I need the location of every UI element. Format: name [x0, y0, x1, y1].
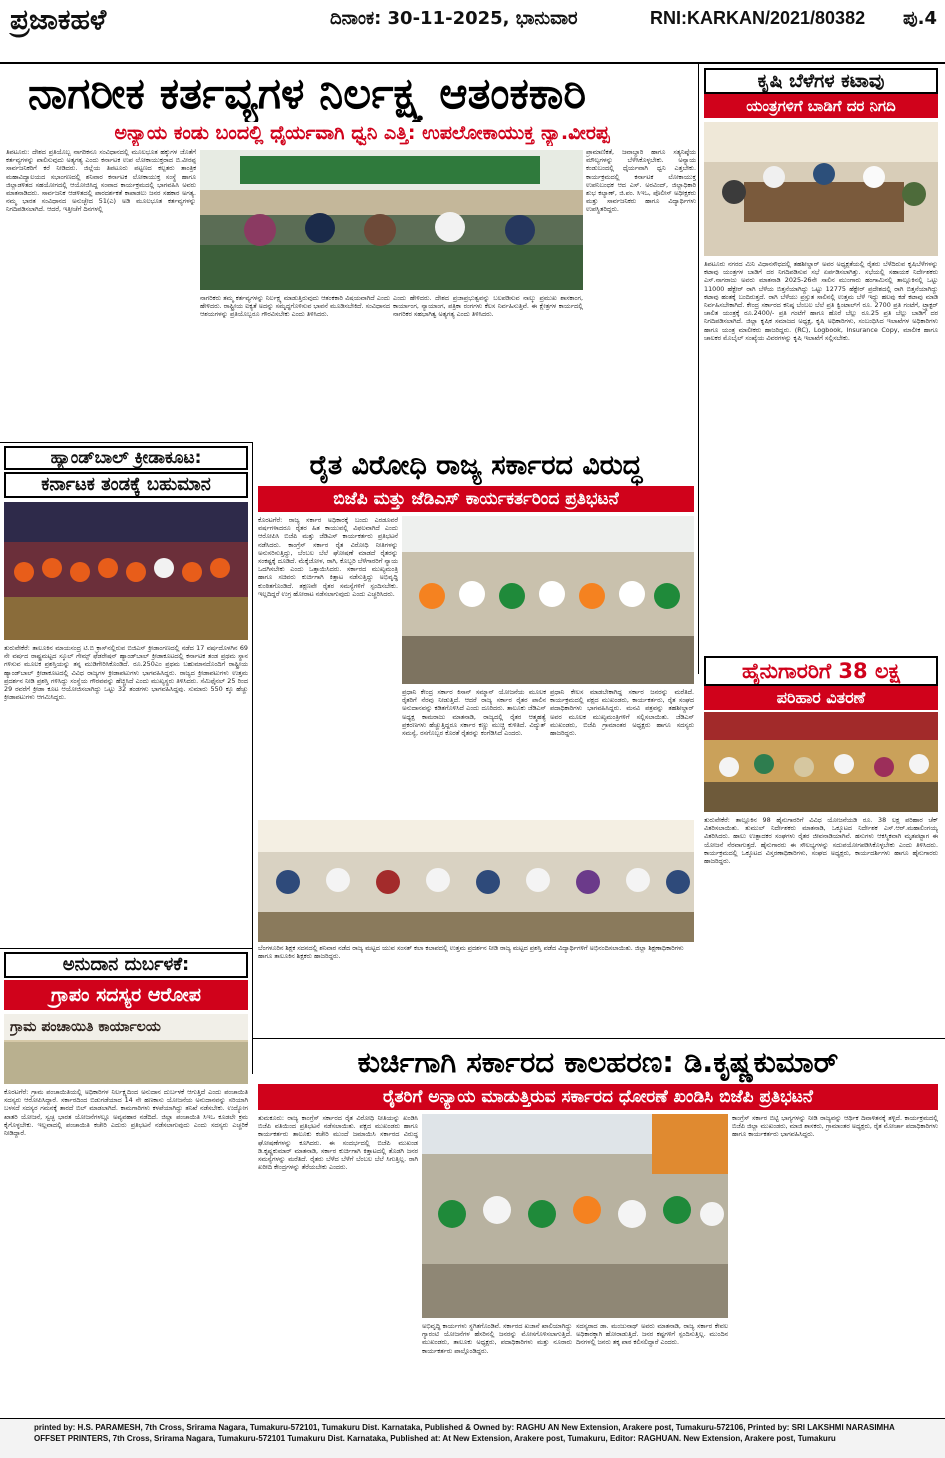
story4-col3: ಪ್ರಧಾನಿ ಕೇಲಸ ಮಾಡಬೇಕಾಗಿದ್ದ ಸರ್ಕಾರ ಜನರನ್ನು ಮರೆತಿದೆ. ಕಾರ್ಯಕ್ರಮದಲ್ಲಿ ಪಕ್ಷದ ಮುಖಂಡರು, ಕಾರ್ಯಕರ್ತರು, ರೈತ ಸಂಘದ ಪದಾಧಿಕಾರಿಗಳು ಭಾಗವಹಿಸಿದ್ದರು. ಮನವಿ ಪತ್ರವನ್ನು ತಹಶೀಲ್ದಾರ್ ಅವರ ಮೂಲಕ ಮುಖ್ಯಮಂತ್ರಿಗಳಿಗೆ ಸಲ್ಲಿಸಲಾಯಿತು. ಜೆಡಿಎಸ್ ಮುಖಂಡರು, ಬಿಜೆಪಿ ಗ್ರಾಮಾಂತರ ಅಧ್ಯಕ್ಷರು ಹಾಗೂ ಸದಸ್ಯರು ಹಾಜರಿದ್ದರು.	[550, 688, 694, 738]
imprint-line-2: OFFSET PRINTERS, 7th Cross, Srirama Nagara, Tumakuru-572101 Tumakuru Dist. Karnataka, Published at: At New Extension, Arakere post, Tumakuru, Editor: RAGHUAN. New Extension, Arakere post, Tumakuru	[34, 1434, 836, 1443]
story2-photo	[704, 122, 938, 256]
story5-headline: ಹೈನುಗಾರರಿಗೆ 38 ಲಕ್ಷ	[704, 656, 938, 686]
panchayat-sign: ಗ್ರಾಮ ಪಂಚಾಯಿತಿ ಕಾರ್ಯಾಲಯ	[10, 1019, 161, 1035]
section-rule	[252, 1038, 945, 1039]
story6-headline: ಅನುದಾನ ದುರ್ಬಳಕೆ:	[4, 952, 248, 978]
story7-col1: ತುಮಕೂರು: ರಾಜ್ಯ ಕಾಂಗ್ರೆಸ್ ಸರ್ಕಾರದ ರೈತ ವಿರೋಧಿ ನೀತಿಯನ್ನು ಖಂಡಿಸಿ ಬಿಜೆಪಿ ವತಿಯಿಂದ ಪ್ರತಿಭಟನೆ ನಡೆಸಲಾಯಿತು. ಪಕ್ಷದ ಮುಖಂಡರು ಹಾಗೂ ಕಾರ್ಯಕರ್ತರು ತಾಲೂಕು ಕಚೇರಿ ಮುಂದೆ ಜಮಾಯಿಸಿ ಸರ್ಕಾರದ ವಿರುದ್ಧ ಘೋಷಣೆಗಳನ್ನು ಕೂಗಿದರು. ಈ ಸಂದರ್ಭದಲ್ಲಿ ಬಿಜೆಪಿ ಮುಖಂಡ ಡಿ.ಕೃಷ್ಣಕುಮಾರ್ ಮಾತನಾಡಿ, ಸರ್ಕಾರ ಕುರ್ಚಿಗಾಗಿ ಕಿತ್ತಾಟದಲ್ಲಿ ತೊಡಗಿ ಜನರ ಸಮಸ್ಯೆಗಳನ್ನು ಮರೆತಿದೆ. ರೈತರು ಬೆಳೆದ ಬೆಳೆಗೆ ಬೆಂಬಲ ಬೆಲೆ ಸಿಗುತ್ತಿಲ್ಲ. ರಾಗಿ ಖರೀದಿ ಕೇಂದ್ರಗಳನ್ನು ತೆರೆಯಬೇಕು ಎಂದರು.	[258, 1114, 418, 1172]
story5-body: ತುರುವೇಕೆರೆ: ತಾಲ್ಲೂಕಿನ 98 ಹೈನುಗಾರರಿಗೆ ವಿವಿಧ ಯೋಜನೆಯಡಿ ರೂ. 38 ಲಕ್ಷ ಪರಿಹಾರ ಚೆಕ್ ವಿತರಿಸಲಾಯಿತು. ತುಮುಲ್ ನಿರ್ದೇಶಕರು ಮಾತನಾಡಿ, ಒಕ್ಕೂಟದ ನಿರ್ದೇಶಕ ಎಸ್.ಆರ್.ಮಹಾಲಿಂಗಯ್ಯ ವಿತರಿಸಿದರು. ಹಾಲು ಉತ್ಪಾದಕರ ಸಂಘಗಳು ರೈತರ ಜೀವನಾಡಿಯಾಗಿವೆ. ಹಸುಗಳು ಆಕಸ್ಮಿಕವಾಗಿ ಮೃತಪಟ್ಟಾಗ ಈ ಯೋಜನೆ ನೆರವಾಗುತ್ತದೆ. ಹೈನುಗಾರರು ಈ ಸೌಲಭ್ಯಗಳನ್ನು ಸದುಪಯೋಗಪಡಿಸಿಕೊಳ್ಳಬೇಕು ಎಂದು ತಿಳಿಸಿದರು. ಕಾರ್ಯಕ್ರಮದಲ್ಲಿ ಒಕ್ಕೂಟದ ವಿಸ್ತರಣಾಧಿಕಾರಿಗಳು, ಸಂಘದ ಅಧ್ಯಕ್ಷರು, ಕಾರ್ಯದರ್ಶಿಗಳು ಹಾಗೂ ಹೈನುಗಾರರು ಹಾಜರಿದ್ದರು.	[704, 816, 938, 866]
imprint-footer	[0, 1418, 945, 1458]
story4-col1: ಕೊರಟಗೆರೆ: ರಾಜ್ಯ ಸರ್ಕಾರ ಅಧಿಕಾರಕ್ಕೆ ಬಂದು ಎರಡೂವರೆ ವರ್ಷಗಳಾದರೂ ರೈತರ ಹಿತ ಕಾಯುವಲ್ಲಿ ವಿಫಲವಾಗಿದೆ ಎಂದು ಆರೋಪಿಸಿ ಬಿಜೆಪಿ ಮತ್ತು ಜೆಡಿಎಸ್ ಕಾರ್ಯಕರ್ತರು ಪ್ರತಿಭಟನೆ ನಡೆಸಿದರು. ಕಾಂಗ್ರೆಸ್ ಸರ್ಕಾರ ರೈತ ವಿರೋಧಿ ನೀತಿಗಳನ್ನು ಅನುಸರಿಸುತ್ತಿದ್ದು, ಬೆಂಬಲ ಬೆಲೆ ಘೋಷಣೆ ಮಾಡದೆ ರೈತರನ್ನು ಸಂಕಷ್ಟಕ್ಕೆ ದೂಡಿದೆ. ಮೆಕ್ಕೆಜೋಳ, ರಾಗಿ, ಕೊಬ್ಬರಿ ಬೆಳೆಗಾರರಿಗೆ ನ್ಯಾಯ ಒದಗಿಸಬೇಕು ಎಂದು ಒತ್ತಾಯಿಸಿದರು. ಸರ್ಕಾರದ ಮುಖ್ಯಮಂತ್ರಿ ಹಾಗೂ ಸಚಿವರು ಕುರ್ಚಿಗಾಗಿ ಕಿತ್ತಾಟ ನಡೆಸುತ್ತಿದ್ದು ಅಭಿವೃದ್ಧಿ ಕುಂಠಿತಗೊಂಡಿದೆ. ತಕ್ಷಣವೇ ರೈತರ ಸಮಸ್ಯೆಗಳಿಗೆ ಸ್ಪಂದಿಸಬೇಕು. ಇಲ್ಲದಿದ್ದರೆ ಉಗ್ರ ಹೋರಾಟ ನಡೆಸಲಾಗುವುದು ಎಂದು ಎಚ್ಚರಿಸಿದರು.	[258, 516, 398, 598]
page-number: ಪು.4	[902, 8, 937, 29]
story1-col3: ಎಂದು ಹೇಳಿದರು. ದೇಶದ ಪ್ರಜಾಪ್ರಭುತ್ವವನ್ನು ಬಲಪಡಿಸುವ ನಾಲ್ಕು ಪ್ರಮುಖ ಶಾಸಕಾಂಗ, ಕಾರ್ಯಾಂಗ, ನ್ಯಾಯಾಂಗ, ಪತ್ರಿಕಾ ರಂಗಗಳು ಕೆಲಸ ನಿರ್ವಹಿಸುತ್ತಿವೆ. ಈ ಕ್ಷೇತ್ರಗಳ ಕಾರ್ಯದಲ್ಲಿ ನಾಗರಿಕರ ಸಹಭಾಗಿತ್ವ ಅತ್ಯಗತ್ಯ ಎಂದು ತಿಳಿಸಿದರು.	[393, 294, 583, 319]
issue-date: ದಿನಾಂಕ: 30-11-2025, ಭಾನುವಾರ	[330, 8, 578, 29]
story2-body: ತಿಪಟೂರು ನಗರದ ಮಿನಿ ವಿಧಾನಸೌಧದಲ್ಲಿ ತಹಶೀಲ್ದಾರ್ ಅವರ ಅಧ್ಯಕ್ಷತೆಯಲ್ಲಿ ರೈತರು ಬೆಳೆದಿರುವ ಕೃಷಿಬೆಳೆಗಳನ್ನು ಕಟಾವು ಯಂತ್ರಗಳ ಬಾಡಿಗೆ ದರ ನಿಗದಿಪಡಿಸುವ ಸಭೆ ಏರ್ಪಡಿಸಲಾಗಿತ್ತು. ಸಭೆಯಲ್ಲಿ ಸಹಾಯಕ ನಿರ್ದೇಶಕರು ಎಸ್.ನಾಗರಾಜು ಅವರು ಮಾತನಾಡಿ 2025-26ನೇ ಸಾಲಿನ ಮುಂಗಾರು ಹಂಗಾಮಿನಲ್ಲಿ ತಾಲ್ಲೂಕಿನಲ್ಲಿ ಒಟ್ಟು 11000 ಹೆಕ್ಟೇರ್ ರಾಗಿ ಬೆಳೆಯ ಬಿತ್ತನೆಯಾಗಿದ್ದು ಒಟ್ಟು 12775 ಹೆಕ್ಟೇರ್ ಪ್ರದೇಶದಲ್ಲಿ ರಾಗಿ ಬಿತ್ತನೆಯಾಗಿದ್ದು ಕಟಾವು ಹಂತಕ್ಕೆ ಬಂದಿರುತ್ತದೆ. ರಾಗಿ ಬೆಳೆಯು ಪ್ರಸ್ತುತ ಸಾಲಿನಲ್ಲಿ ಉತ್ತಮ ಬೆಳೆ ಇದ್ದು ಹಲವು ಕಡೆ ಕಟಾವು ಮಾಡಿ ನಿರ್ವಹಿಸಬೇಕಾಗಿದೆ. ಕೇಂದ್ರ ಸರ್ಕಾರದ ಕನಿಷ್ಠ ಬೆಂಬಲ ಬೆಲೆ ಪ್ರತಿ ಕ್ವಿಂಟಾಲ್‌ಗೆ ರೂ. 2700 ಪ್ರತಿ ಗಂಟೆಗೆ, ಟ್ರ್ಯಾಕ್ಟರ್ ಚಾಲಿತ ಯಂತ್ರಕ್ಕೆ ರೂ.2400/- ಪ್ರತಿ ಗಂಟೆಗೆ ಹಾಗೂ ಹೊರೆ ಬೆಲ್ಲು ರೂ.25 ಪ್ರತಿ ಬೆಲ್ಲು ಬಾಡಿಗೆ ದರ ನಿಗದಿಪಡಿಸಲಾಗಿದೆ. ಜಿಲ್ಲಾ ಕೃಷಿಕ ಸಮಾಜದ ಅಧ್ಯಕ್ಷ, ಕೃಷಿ ಅಧಿಕಾರಿಗಳು, ಸಂಬಂಧಿಸಿದ ಇಲಾಖೆಗಳ ಅಧಿಕಾರಿಗಳು ಹಾಗೂ ಯಂತ್ರ ಮಾಲೀಕರು ಹಾಜರಿದ್ದರು. (RC), Logbook, Insurance Copy, ಮಾಲೀಕ ಹಾಗೂ ಚಾಲಕರ ಮೊಬೈಲ್ ಸಂಖ್ಯೆಯ ವಿವರಗಳನ್ನು ಕೃಷಿ ಇಲಾಖೆಗೆ ಸಲ್ಲಿಸಬೇಕು.	[704, 260, 938, 342]
story7-col4: ಕಾಂಗ್ರೆಸ್ ಸರ್ಕಾರ ಬಿಟ್ಟಿ ಭಾಗ್ಯಗಳನ್ನು ನೀಡಿ ರಾಜ್ಯವನ್ನು ಆರ್ಥಿಕ ದಿವಾಳಿತನಕ್ಕೆ ತಳ್ಳಿದೆ. ಕಾರ್ಯಕ್ರಮದಲ್ಲಿ ಬಿಜೆಪಿ ಜಿಲ್ಲಾ ಮುಖಂಡರು, ಮಾಜಿ ಶಾಸಕರು, ಗ್ರಾಮಾಂತರ ಅಧ್ಯಕ್ಷರು, ರೈತ ಮೋರ್ಚಾ ಪದಾಧಿಕಾರಿಗಳು ಹಾಗೂ ಕಾರ್ಯಕರ್ತರು ಭಾಗವಹಿಸಿದ್ದರು.	[732, 1114, 938, 1139]
story7-col2: ಅಭಿವೃದ್ಧಿ ಕಾರ್ಯಗಳು ಸ್ಥಗಿತಗೊಂಡಿವೆ. ಸರ್ಕಾರದ ಖಜಾನೆ ಖಾಲಿಯಾಗಿದ್ದು ಗ್ಯಾರಂಟಿ ಯೋಜನೆಗಳ ಹೆಸರಿನಲ್ಲಿ ಜನರನ್ನು ಮೋಸಗೊಳಿಸಲಾಗುತ್ತಿದೆ. ಮುಖಂಡರು, ತಾಲೂಕು ಅಧ್ಯಕ್ಷರು, ಪದಾಧಿಕಾರಿಗಳು ಮತ್ತು ನೂರಾರು ಕಾರ್ಯಕರ್ತರು ಪಾಲ್ಗೊಂಡಿದ್ದರು.	[422, 1322, 572, 1355]
story1-headline: ನಾಗರೀಕ ಕರ್ತವ್ಯಗಳ ನಿರ್ಲಕ್ಷ್ಯ ಆತಂಕಕಾರಿ	[28, 69, 587, 119]
story1-col2: ನಾಗರಿಕರು ತಮ್ಮ ಕರ್ತವ್ಯಗಳನ್ನು ನಿರ್ಲಕ್ಷ್ಯ ಮಾಡುತ್ತಿರುವುದು ಆತಂಕಕಾರಿ ವಿಷಯವಾಗಿದೆ ಎಂದು ಹೇಳಿದರು. ರಾಷ್ಟ್ರೀಯ ಐಕ್ಯತೆ ಅದನ್ನು ಸಮೃದ್ಧಗೊಳಿಸುವ ಭಾವನೆ ಮೂಡಿಸಬೇಕಿದೆ. ಸಂವಿಧಾನದ ಆಶಯಗಳನ್ನು ಪ್ರತಿಯೊಬ್ಬರೂ ಗೌರವಿಸಬೇಕು ಎಂದು ತಿಳಿಸಿದರು.	[200, 294, 390, 319]
section-rule	[0, 948, 252, 949]
story3-photo	[4, 502, 248, 640]
story2-headline: ಕೃಷಿ ಬೆಳೆಗಳ ಕಟಾವು	[704, 68, 938, 94]
story6-body: ಕೊರಟಗೆರೆ: ಗ್ರಾಮ ಪಂಚಾಯಿತಿಯಲ್ಲಿ ಅಧಿಕಾರಿಗಳ ನಿರ್ಲಕ್ಷ್ಯದಿಂದ ಅನುದಾನ ದುರ್ಬಳಕೆ ಆಗುತ್ತಿದೆ ಎಂದು ಪಂಚಾಯಿತಿ ಸದಸ್ಯರು ಆರೋಪಿಸಿದ್ದಾರೆ. ಸರ್ಕಾರದಿಂದ ಬಿಡುಗಡೆಯಾದ 14 ನೇ ಹಣಕಾಸು ಯೋಜನೆಯ ಅನುದಾನವನ್ನು ಸರಿಯಾಗಿ ಬಳಸದೆ ಸದಸ್ಯರ ಗಮನಕ್ಕೆ ತಾರದೆ ಬಿಲ್ ಮಾಡಲಾಗಿದೆ. ಕಾಮಗಾರಿಗಳು ಕಳಪೆಯಾಗಿದ್ದು ತನಿಖೆ ನಡೆಸಬೇಕು. ಉದ್ಯೋಗ ಖಾತರಿ ಯೋಜನೆ, ಸ್ವಚ್ಛ ಭಾರತ ಯೋಜನೆಗಳಲ್ಲೂ ಅವ್ಯವಹಾರ ನಡೆದಿದೆ. ಜಿಲ್ಲಾ ಪಂಚಾಯಿತಿ ಸಿಇಒ ಕೂಡಲೇ ಕ್ರಮ ಕೈಗೊಳ್ಳಬೇಕು. ಇಲ್ಲವಾದಲ್ಲಿ ಪಂಚಾಯಿತಿ ಕಚೇರಿ ಎದುರು ಪ್ರತಿಭಟನೆ ನಡೆಸಲಾಗುವುದು ಎಂದು ಸದಸ್ಯರು ಎಚ್ಚರಿಕೆ ನೀಡಿದ್ದಾರೆ.	[4, 1088, 248, 1138]
story4-headline: ರೈತ ವಿರೋಧಿ ರಾಜ್ಯ ಸರ್ಕಾರದ ವಿರುದ್ಧ	[309, 450, 643, 481]
story5-subhead: ಪರಿಹಾರ ವಿತರಣೆ	[704, 686, 938, 710]
story7-subhead: ರೈತರಿಗೆ ಅನ್ಯಾಯ ಮಾಡುತ್ತಿರುವ ಸರ್ಕಾರದ ಧೋರಣೆ ಖಂಡಿಸಿ ಬಿಜೆಪಿ ಪ್ರತಿಭಟನೆ	[258, 1084, 938, 1110]
story6-subhead: ಗ್ರಾಪಂ ಸದಸ್ಯರ ಆರೋಪ	[4, 980, 248, 1010]
story3-body: ತುರುವೇಕೆರೆ: ತಾಲೂಕಿನ ಮಾಯಸಂದ್ರ ಟಿ.ಬಿ ಕ್ರಾಸ್‌ನಲ್ಲಿರುವ ಬಿಜಿಎಸ್ ಕ್ರೀಡಾಂಗಣದಲ್ಲಿ ನಡೆದ 17 ವರ್ಷದೊಳಗಿನ 69 ನೇ ವರ್ಷದ ರಾಷ್ಟ್ರಮಟ್ಟದ ಸ್ಕೂಲ್ ಗೇಮ್ಸ್ ಫೆಡರೇಷನ್ ಹ್ಯಾಂಡ್‌ಬಾಲ್ ಕ್ರೀಡಾಕೂಟದಲ್ಲಿ ಕರ್ನಾಟಕ ತಂಡ ಪ್ರಥಮ ಸ್ಥಾನ ಗಳಿಸುವ ಮೂಲಕ ಪ್ರಶಸ್ತಿಯನ್ನು ತನ್ನ ಮುಡಿಗೇರಿಸಿಕೊಂಡಿದೆ. ರೂ.250ಎಂ ಪ್ರಥಮ ಬಹುಮಾನದೊಂದಿಗೆ ರಾಷ್ಟ್ರೀಯ ಹ್ಯಾಂಡ್‌ಬಾಲ್ ಕ್ರೀಡಾಕೂಟದಲ್ಲಿ ವಿವಿಧ ರಾಜ್ಯಗಳ ಕ್ರೀಡಾಪಟುಗಳು ಭಾಗವಹಿಸಿದ್ದರು. ರಾಜ್ಯದ ಕ್ರೀಡಾಪಟುಗಳು ಉತ್ತಮ ಪ್ರದರ್ಶನ ನೀಡಿ ಪ್ರಶಸ್ತಿ ಗಳಿಸಿದ್ದು ಸಂಸ್ಥೆಯ ಗೌರವವನ್ನು ಹೆಚ್ಚಿಸಿದೆ ಎಂದು ಮುಖ್ಯಸ್ಥರು ತಿಳಿಸಿದರು. ಸೆಮಿಫೈನಲ್ 25 ರಿಂದ 29 ರವರೆಗೆ ಕ್ರೀಡಾ ಕೂಟ ಆಯೋಜಿಸಲಾಗಿದ್ದು ಒಟ್ಟು 32 ತಂಡಗಳು ಭಾಗವಹಿಸಿದ್ದವು. ಸುಮಾರು 550 ಕ್ಕೂ ಹೆಚ್ಚು ಕ್ರೀಡಾಪಟುಗಳು ಆಗಮಿಸಿದ್ದರು.	[4, 644, 248, 702]
paper-name: ಪ್ರಜಾಕಹಳೆ	[10, 3, 107, 36]
story4-caption: ಬೆಂಗಳೂರಿನ ಶಿಕ್ಷಕ ಸದನದಲ್ಲಿ ಶನಿವಾರ ನಡೆದ ರಾಜ್ಯ ಮಟ್ಟದ ಯುವ ಸಂಸತ್ ಕಲಾ ಕಲಾಪದಲ್ಲಿ ಉತ್ತಮ ಪ್ರದರ್ಶನ ನೀಡಿ ರಾಜ್ಯ ಮಟ್ಟದ ಪ್ರಶಸ್ತಿ ಪಡೆದ ವಿದ್ಯಾರ್ಥಿಗಳಿಗೆ ಅಭಿನಂದಿಸಲಾಯಿತು. ಜಿಲ್ಲಾ ಶಿಕ್ಷಣಾಧಿಕಾರಿಗಳು ಹಾಗೂ ತಾಲೂಕಿನ ಶಿಕ್ಷಕರು ಹಾಜರಿದ್ದರು.	[258, 944, 684, 961]
story1-subhead: ಅನ್ಯಾಯ ಕಂಡು ಬಂದಲ್ಲಿ ಧೈರ್ಯವಾಗಿ ಧ್ವನಿ ಎತ್ತಿ: ಉಪಲೋಕಾಯುಕ್ತ ನ್ಯಾ.ವೀರಪ್ಪ	[114, 122, 610, 144]
story4-bottom-photo	[258, 820, 694, 942]
masthead	[0, 0, 945, 64]
story1-photo	[200, 150, 583, 290]
story3-headline: ಹ್ಯಾಂಡ್‌ಬಾಲ್ ಕ್ರೀಡಾಕೂಟ:	[4, 446, 248, 470]
story4-subhead: ಬಿಜೆಪಿ ಮತ್ತು ಜೆಡಿಎಸ್ ಕಾರ್ಯಕರ್ತರಿಂದ ಪ್ರತಿಭಟನೆ	[258, 486, 694, 512]
column-rule	[698, 64, 699, 674]
story7-photo	[422, 1114, 728, 1318]
story1-col4: ಪ್ರಾಮಾಣಿಕತೆ, ಜವಾಬ್ದಾರಿ ಹಾಗೂ ಸತ್ಯನಿಷ್ಠೆಯ ಮೌಲ್ಯಗಳನ್ನು ಬೆಳೆಸಿಕೊಳ್ಳಬೇಕು. ಅನ್ಯಾಯ ಕಂಡುಬಂದಲ್ಲಿ ಧೈರ್ಯವಾಗಿ ಧ್ವನಿ ಎತ್ತಬೇಕು. ಕಾರ್ಯಕ್ರಮದಲ್ಲಿ ಕರ್ನಾಟಕ ಲೋಕಾಯುಕ್ತ ಉಪನಿಬಂಧಕ ಆದ ಎಸ್. ಅರವಿಂದ್, ಜಿಲ್ಲಾಧಿಕಾರಿ ಶುಭ ಕಲ್ಯಾಣ್, ಜಿ.ಪಂ. ಸಿಇಒ, ಪೊಲೀಸ್ ಅಧೀಕ್ಷಕರು ಮತ್ತು ಸಾರ್ವಜನಿಕರು ಹಾಗೂ ವಿದ್ಯಾರ್ಥಿಗಳು ಉಪಸ್ಥಿತರಿದ್ದರು.	[586, 148, 696, 214]
column-rule	[252, 442, 253, 1074]
story7-headline: ಕುರ್ಚಿಗಾಗಿ ಸರ್ಕಾರದ ಕಾಲಹರಣ: ಡಿ.ಕೃಷ್ಣಕುಮಾರ್	[357, 1045, 839, 1079]
rni-number: RNI:KARKAN/2021/80382	[650, 8, 866, 28]
story7-col3: ಸದಸ್ಯರಾದ ಡಾ. ಮಂಜುನಾಥ್ ಅವರು ಮಾತನಾಡಿ, ರಾಜ್ಯ ಸರ್ಕಾರ ಕೇವಲ ಅಧಿಕಾರಕ್ಕಾಗಿ ಹೋರಾಡುತ್ತಿದೆ. ಜನರ ಕಷ್ಟಗಳಿಗೆ ಸ್ಪಂದಿಸುತ್ತಿಲ್ಲ. ಮುಂದಿನ ದಿನಗಳಲ್ಲಿ ಜನರು ತಕ್ಕ ಪಾಠ ಕಲಿಸಲಿದ್ದಾರೆ ಎಂದರು.	[576, 1322, 728, 1347]
story3-subhead: ಕರ್ನಾಟಕ ತಂಡಕ್ಕೆ ಬಹುಮಾನ	[4, 472, 248, 498]
story4-col2: ಪ್ರಧಾನಿ ಕೇಂದ್ರ ಸರ್ಕಾರ ಕಿಸಾನ್ ಸಮ್ಮಾನ್ ಯೋಜನೆಯ ಮೂಲಕ ರೈತರಿಗೆ ನೆರವು ನೀಡುತ್ತಿದೆ. ಆದರೆ ರಾಜ್ಯ ಸರ್ಕಾರ ರೈತರ ಪಾಲಿನ ಅನುದಾನವನ್ನು ಕಡಿತಗೊಳಿಸಿದೆ ಎಂದು ದೂರಿದರು. ತಾಲೂಕು ಜೆಡಿಎಸ್ ಅಧ್ಯಕ್ಷ ಕಾಮರಾಜು ಮಾತನಾಡಿ, ರಾಜ್ಯದಲ್ಲಿ ರೈತರ ಆತ್ಮಹತ್ಯೆ ಪ್ರಕರಣಗಳು ಹೆಚ್ಚುತ್ತಿದ್ದರೂ ಸರ್ಕಾರ ಕಣ್ಣು ಮುಚ್ಚಿ ಕುಳಿತಿದೆ. ವಿದ್ಯುತ್ ಸಮಸ್ಯೆ, ರಸಗೊಬ್ಬರ ಕೊರತೆ ರೈತರನ್ನು ಕಂಗೆಡಿಸಿದೆ ಎಂದರು.	[402, 688, 546, 738]
imprint-line-1: printed by: H.S. PARAMESH, 7th Cross, Srirama Nagara, Tumakuru-572101, Tumakuru Dist. Karnataka, Published & Owned by: RAGHU AN New Extension, Arakere post, Tumakuru-572106, Printed by: SRI LAKSHMI NARASIMHA	[34, 1423, 895, 1432]
section-rule	[0, 442, 252, 443]
story2-subhead: ಯಂತ್ರಗಳಿಗೆ ಬಾಡಿಗೆ ದರ ನಿಗದಿ	[704, 94, 938, 118]
story5-photo	[704, 712, 938, 812]
story1-col1: ತಿಪಟೂರು: ದೇಶದ ಪ್ರತಿಯೊಬ್ಬ ನಾಗರಿಕನೂ ಸಂವಿಧಾನದಲ್ಲಿ ಮೂಲಭೂತ ಹಕ್ಕುಗಳ ಜೊತೆಗೆ ಕರ್ತವ್ಯಗಳನ್ನು ಪಾಲಿಸುವುದು ಅತ್ಯಗತ್ಯ ಎಂದು ಕರ್ನಾಟಕ ಉಪ ಲೋಕಾಯುಕ್ತರಾದ ಬಿ.ವೀರಪ್ಪ ಸಾರ್ವಜನಿಕರಿಗೆ ಕರೆ ನೀಡಿದರು. ಜಿಲ್ಲೆಯ ತಿಪಟೂರು ಪಟ್ಟಣದ ಕಲ್ಪತರು ತಾಂತ್ರಿಕ ಮಹಾವಿದ್ಯಾಲಯದ ಸಭಾಂಗಣದಲ್ಲಿ ಶನಿವಾರ ಕರ್ನಾಟಕ ಲೋಕಾಯುಕ್ತ ಸಂಸ್ಥೆ ಹಾಗೂ ಜಿಲ್ಲಾಡಳಿತದ ಸಹಯೋಗದಲ್ಲಿ ಆಯೋಜಿಸಿದ್ದ ಸಂವಾದ ಕಾರ್ಯಕ್ರಮದಲ್ಲಿ ಭಾಗವಹಿಸಿ ಅವರು ಮಾತನಾಡಿದರು. ಸಾರ್ವಜನಿಕ ಆಡಳಿತದಲ್ಲಿ ಪಾರದರ್ಶಕತೆ ಕಾಪಾಡಲು ಜನರ ಸಹಕಾರ ಅಗತ್ಯ. ನಮ್ಮ ಭಾರತ ಸಂವಿಧಾನದ ಅನುಚ್ಛೇದ 51(ಎ) ಅಡಿ ಮೂಲಭೂತ ಕರ್ತವ್ಯಗಳನ್ನು ನಿಗದಿಪಡಿಸಲಾಗಿದೆ. ಆದರೆ, ಇತ್ತೀಚೆಗೆ ದಿನಗಳಲ್ಲಿ	[6, 148, 196, 214]
story4-photo	[402, 516, 694, 684]
